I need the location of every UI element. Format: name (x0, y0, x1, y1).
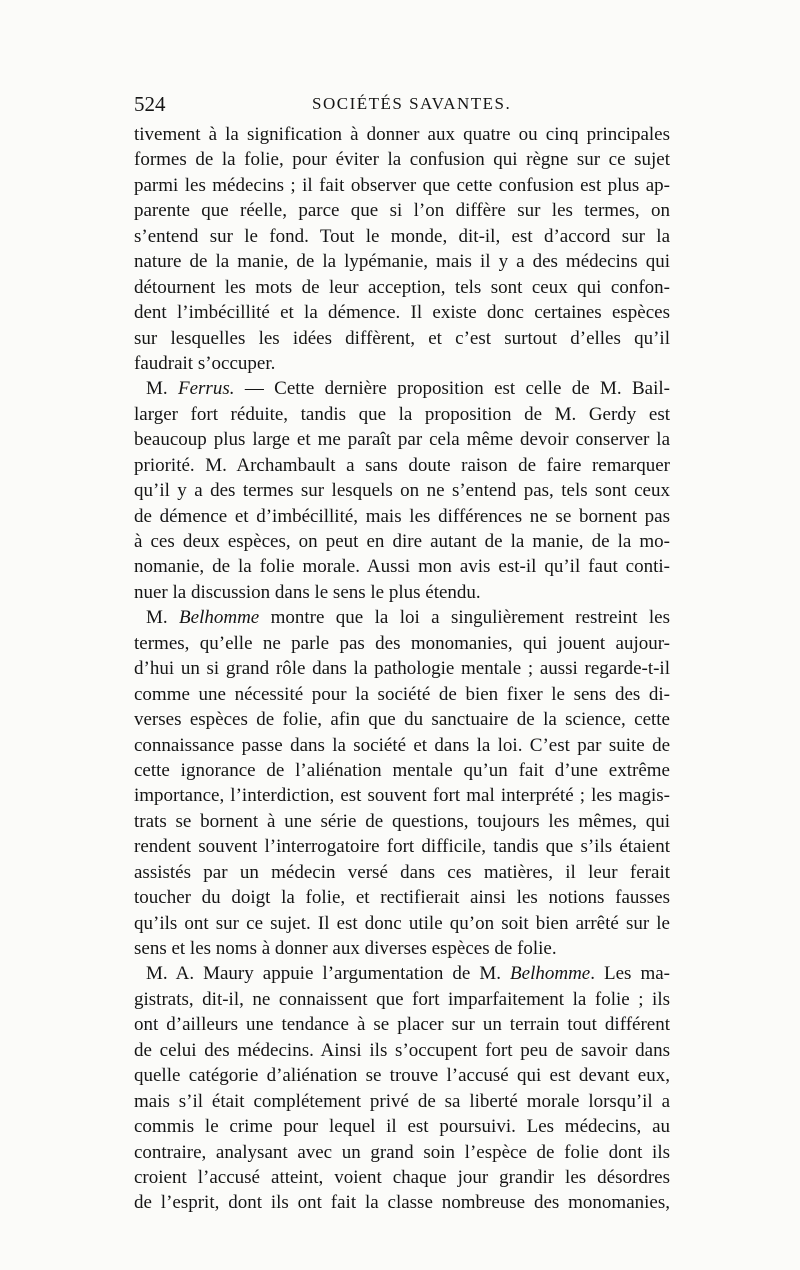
text-line: dent l’imbécillité et la démence. Il existe donc certaines espèces (134, 302, 670, 324)
body-text (134, 122, 670, 1216)
text-line: importance, l’interdiction, est souvent fort mal interprété ; les magis- (134, 785, 670, 807)
text-line: rendent souvent l’interrogatoire fort difficile, tandis que s’ils étaient (134, 836, 670, 858)
text-line: trats se bornent à une série de questions, toujours les mêmes, qui (134, 810, 670, 832)
text-line: parmi les médecins ; il fait observer que cette confusion est plus ap- (134, 174, 670, 196)
text-line: qu’il y a des termes sur lesquels on ne s’entend pas, tels sont ceux (134, 480, 670, 502)
text-line: nature de la manie, de la lypémanie, mais il y a des médecins qui (134, 251, 670, 273)
text-line: verses espèces de folie, afin que du sanctuaire de la science, cette (134, 709, 670, 731)
text-line: toucher du doigt la folie, et rectifierait ainsi les notions fausses (134, 887, 670, 909)
speaker-name: Ferrus. (178, 378, 235, 400)
text-line: larger fort réduite, tandis que la proposition de M. Gerdy est (134, 403, 670, 425)
text-line: sur lesquelles les idées diffèrent, et c’est surtout d’elles qu’il (134, 327, 670, 349)
text-line: quelle catégorie d’aliénation se trouve l’accusé qui est devant eux, (134, 1065, 670, 1087)
text-line: nomanie, de la folie morale. Aussi mon avis est-il qu’il faut conti- (134, 556, 670, 578)
text-line: qu’ils ont sur ce sujet. Il est donc utile qu’on soit bien arrêté sur le (134, 912, 670, 934)
text-line: mais s’il était complétement privé de sa liberté morale lorsqu’il a (134, 1090, 670, 1112)
page-number: 524 (134, 92, 166, 116)
text-line: formes de la folie, pour éviter la confusion qui règne sur ce sujet (134, 149, 670, 171)
text-line: faudrait s’occuper. (134, 352, 276, 374)
text-line: cette ignorance de l’aliénation mentale qu’un fait d’une extrême (134, 759, 670, 781)
text-line: de l’esprit, dont ils ont fait la classe nombreuse des monomanies, (134, 1192, 670, 1214)
text-line: M. Belhomme montre que la loi a singulièrement restreint les (146, 607, 670, 629)
text-line: d’hui un si grand rôle dans la pathologie mentale ; aussi regarde-t-il (134, 658, 670, 680)
text-line: comme une nécessité pour la société de bien fixer le sens des di- (134, 683, 670, 705)
text-line: ont d’ailleurs une tendance à se placer sur un terrain tout différent (134, 1014, 670, 1036)
text-line: termes, qu’elle ne parle pas des monomanies, qui jouent aujour- (134, 632, 670, 654)
text-line: s’entend sur le fond. Tout le monde, dit-il, est d’accord sur la (134, 225, 670, 247)
text-line: commis le crime pour lequel il est poursuivi. Les médecins, au (134, 1116, 670, 1138)
text-line: de démence et d’imbécillité, mais les différences ne se bornent pas (134, 505, 670, 527)
text-line: de celui des médecins. Ainsi ils s’occupent fort peu de savoir dans (134, 1039, 670, 1061)
text-line: M. Ferrus. — Cette dernière proposition est celle de M. Bail- (146, 378, 670, 400)
text-line: tivement à la signification à donner aux quatre ou cinq principales (134, 124, 670, 145)
book-page (134, 92, 670, 1216)
text-line: contraire, analysant avec un grand soin l’espèce de folie dont ils (134, 1141, 670, 1163)
speaker-name: Belhomme (510, 963, 591, 985)
text-line: à ces deux espèces, on peut en dire autant de la manie, de la mo- (134, 531, 670, 552)
text-line: croient l’accusé atteint, voient chaque jour grandir les désordres (134, 1166, 670, 1188)
text-line: assistés par un médecin versé dans ces matières, il leur ferait (134, 861, 670, 883)
text-line: nuer la discussion dans le sens le plus étendu. (134, 581, 481, 603)
text-line: détournent les mots de leur acception, tels sont ceux qui confon- (134, 276, 670, 298)
running-title: SOCIÉTÉS SAVANTES. (312, 94, 512, 113)
text-line: priorité. M. Archambault a sans doute raison de faire remarquer (134, 454, 670, 476)
text-line: beaucoup plus large et me paraît par cela même devoir conserver la (134, 429, 670, 451)
text-line: connaissance passe dans la société et dans la loi. C’est par suite de (134, 734, 670, 756)
running-head (134, 92, 670, 122)
speaker-name: Belhomme (179, 607, 260, 629)
text-line: sens et les noms à donner aux diverses espèces de folie. (134, 938, 557, 959)
text-line: gistrats, dit-il, ne connaissent que fort imparfaitement la folie ; ils (134, 988, 670, 1010)
text-line: parente que réelle, parce que si l’on diffère sur les termes, on (134, 200, 670, 222)
text-line: M. A. Maury appuie l’argumentation de M. Belhomme. Les ma- (146, 963, 670, 985)
